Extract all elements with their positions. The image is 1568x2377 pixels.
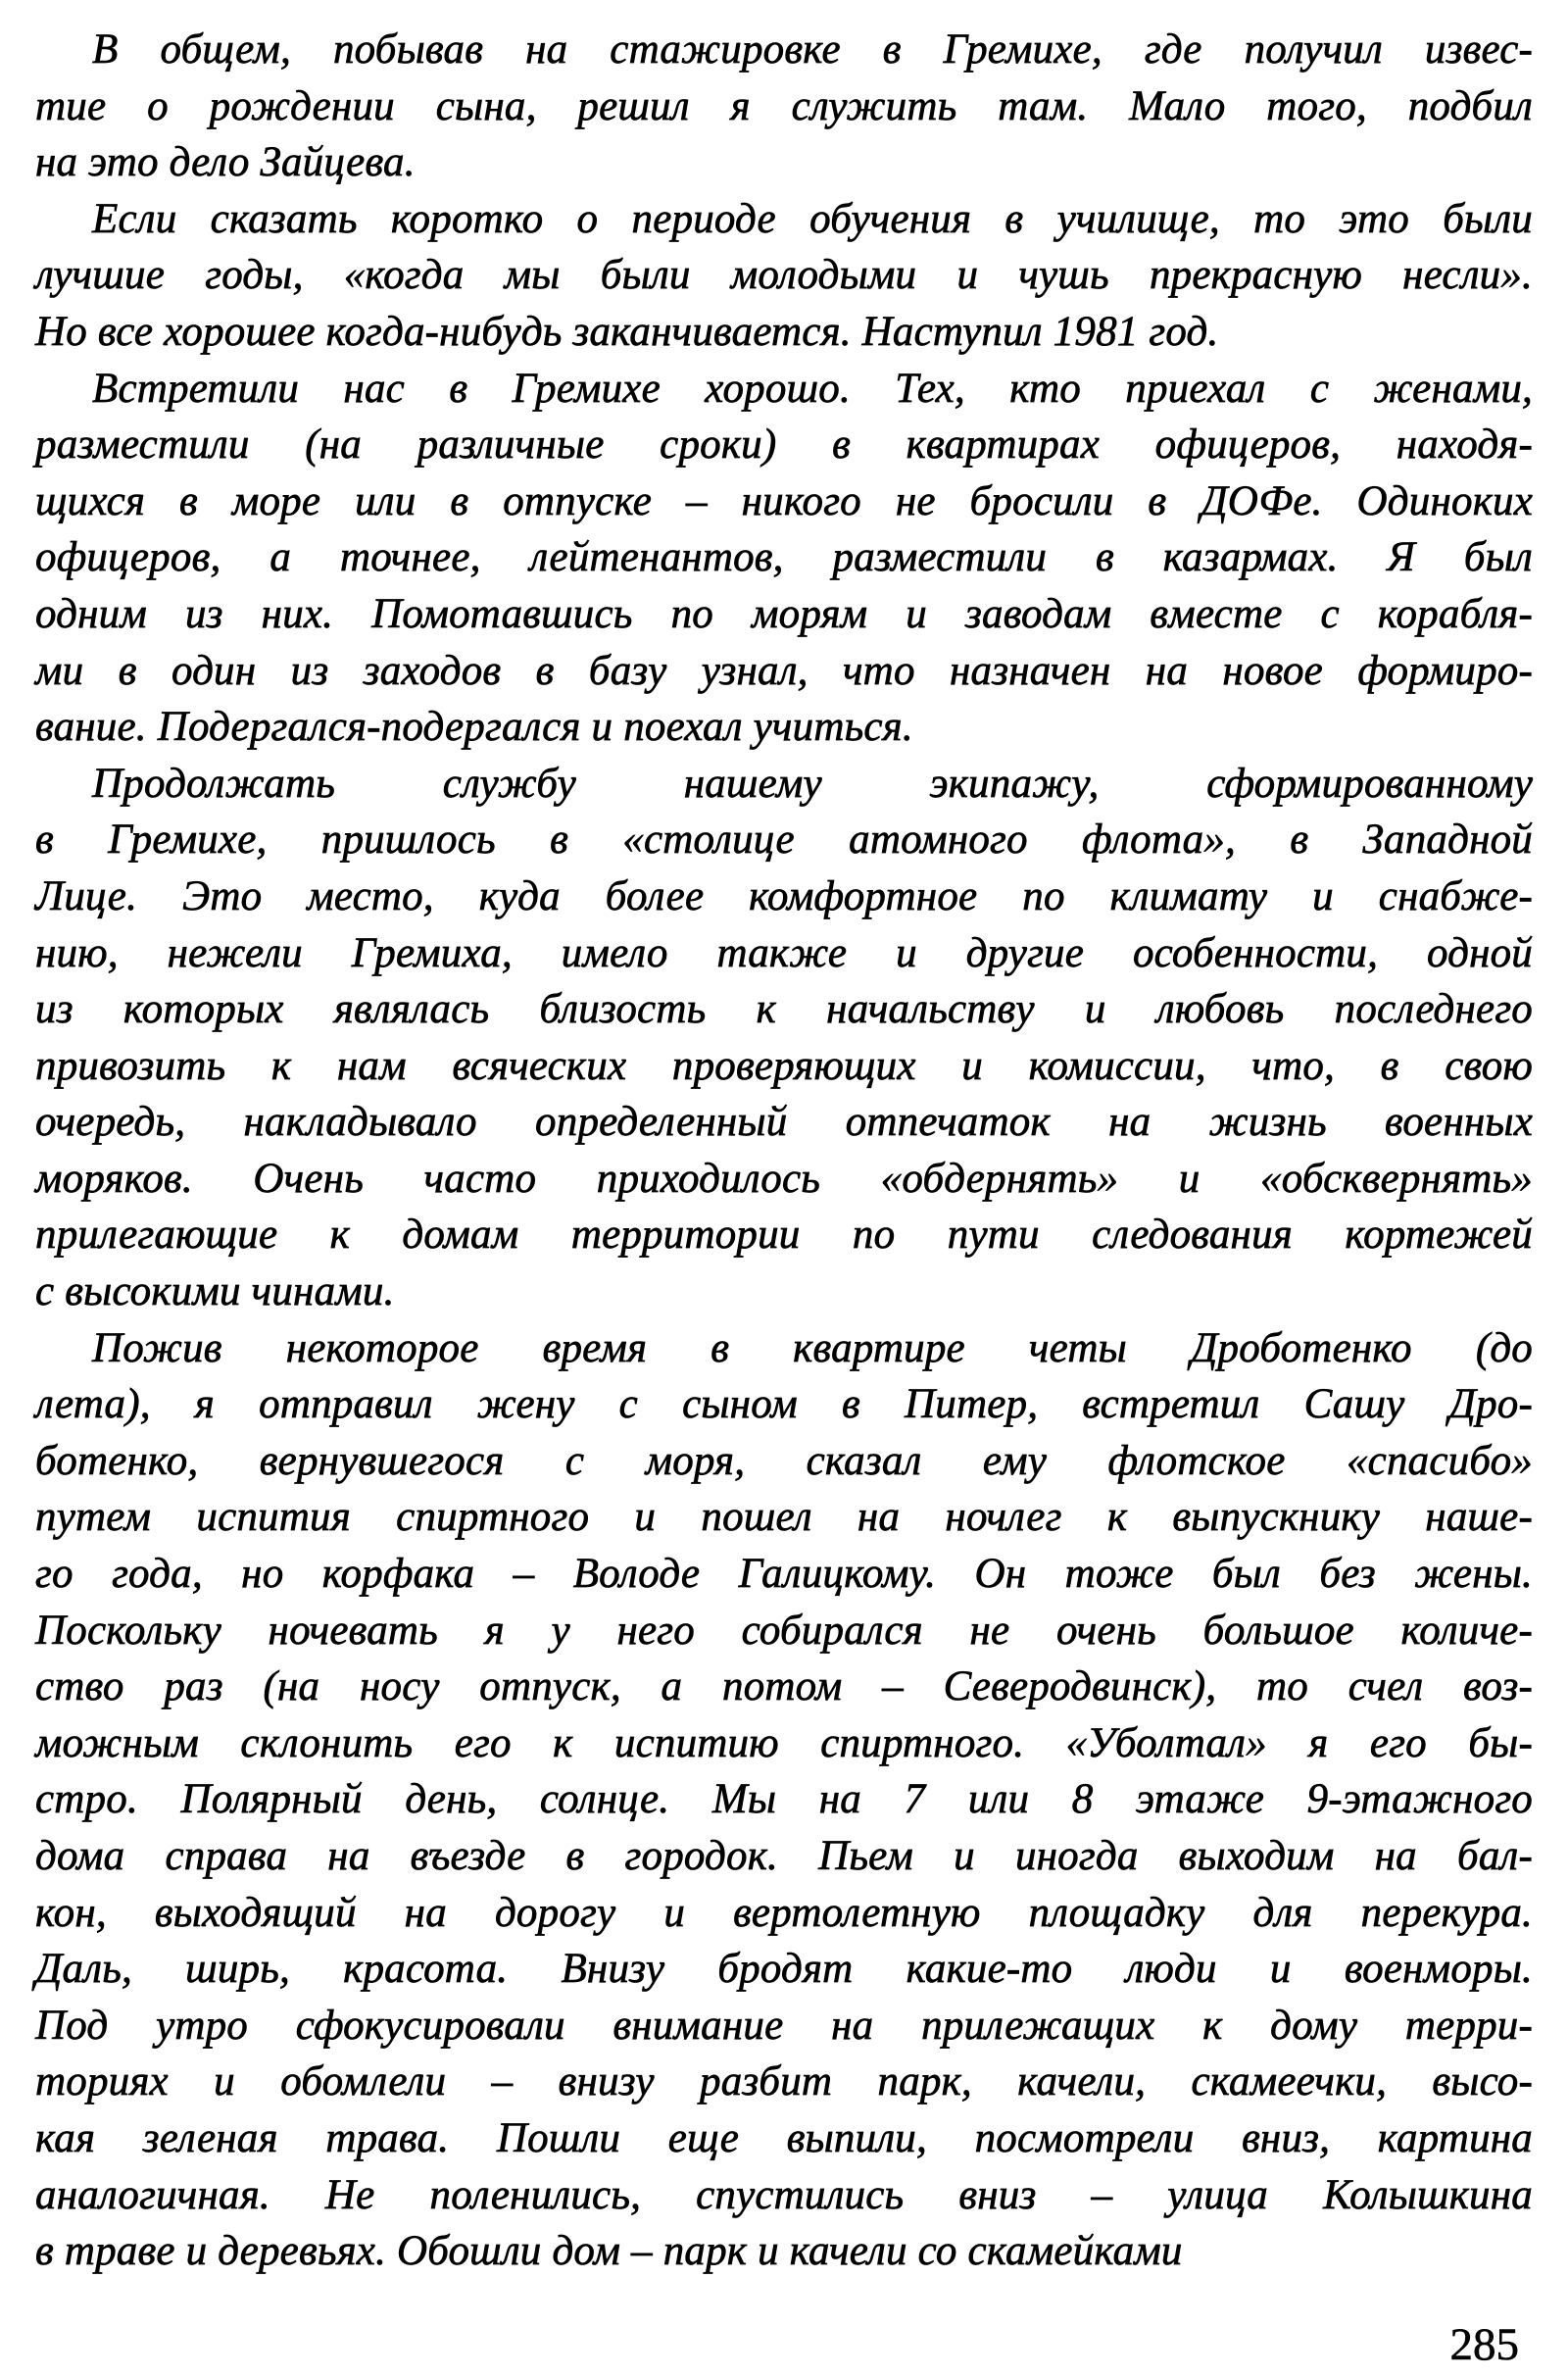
text-line: с высокими чинами.: [35, 1268, 395, 1315]
text-line: Пожив некоторое время в квартире четы Дроботенко (до: [92, 1324, 1533, 1371]
text-line: Даль, ширь, красота. Внизу бродят какие-то люди и военморы.: [35, 1946, 1533, 1993]
text-line: Поскольку ночевать я у него собирался не очень большое количе-: [35, 1607, 1533, 1654]
text-line: можным склонить его к испитию спиртного. «Уболтал» я его бы-: [35, 1719, 1533, 1766]
text-line: моряков. Очень часто приходилось «обдернять» и «обсквернять»: [35, 1155, 1533, 1202]
text-line: дома справа на въезде в городок. Пьем и иногда выходим на бал-: [35, 1833, 1533, 1879]
text-line: вание. Подергался-подергался и поехал учиться.: [35, 704, 913, 751]
text-line: в траве и деревьях. Обошли дом – парк и качели со скамейками: [35, 2228, 1183, 2275]
text-line: привозить к нам всяческих проверяющих и комиссии, что, в свою: [35, 1042, 1533, 1089]
text-line: В общем, побывав на стажировке в Гремихе, где получил извес-: [92, 26, 1533, 73]
text-line: аналогичная. Не поленились, спустились вниз – улица Колышкина: [35, 2171, 1533, 2218]
text-line: очередь, накладывало определенный отпечаток на жизнь военных: [35, 1099, 1533, 1146]
page-number: 285: [1449, 2319, 1519, 2370]
text-line: в Гремихе, пришлось в «столице атомного флота», в Западной: [35, 817, 1533, 864]
text-line: нию, нежели Гремиха, имело также и другие особенности, одной: [35, 929, 1533, 976]
text-line: из которых являлась близость к начальству и любовь последнего: [35, 986, 1533, 1033]
text-line: Если сказать коротко о периоде обучения в училище, то это были: [92, 195, 1533, 242]
text-line: путем испития спиртного и пошел на ночлег к выпускнику наше-: [35, 1494, 1533, 1541]
text-line: кая зеленая трава. Пошли еще выпили, посмотрели вниз, картина: [35, 2114, 1533, 2161]
text-line: Встретили нас в Гремихе хорошо. Тех, кто приехал с женами,: [92, 365, 1533, 412]
text-line: щихся в море или в отпуске – никого не бросили в ДОФе. Одиноких: [35, 477, 1533, 524]
text-line: лучшие годы, «когда мы были молодыми и чушь прекрасную несли».: [35, 252, 1533, 299]
text-line: ство раз (на носу отпуск, а потом – Северодвинск), то счел воз-: [35, 1663, 1533, 1710]
text-line: Продолжать службу нашему экипажу, сформированному: [92, 760, 1533, 807]
text-line: Под утро сфокусировали внимание на прилежащих к дому терри-: [35, 2002, 1533, 2049]
text-line: Лице. Это место, куда более комфортное по климату и снабже-: [35, 872, 1533, 919]
text-line: разместили (на различные сроки) в квартирах офицеров, находя-: [35, 421, 1533, 469]
text-line: на это дело Зайцева.: [35, 139, 416, 186]
text-line: Но все хорошее когда-нибудь заканчивается. Наступил 1981 год.: [35, 308, 1219, 355]
text-line: ми в один из заходов в базу узнал, что назначен на новое формиро-: [35, 647, 1533, 694]
text-line: офицеров, а точнее, лейтенантов, разместили в казармах. Я был: [35, 534, 1533, 581]
text-line: го года, но корфака – Володе Галицкому. Он тоже был без жены.: [35, 1551, 1533, 1598]
text-line: кон, выходящий на дорогу и вертолетную площадку для перекура.: [35, 1889, 1533, 1936]
text-line: одним из них. Помотавшись по морям и заводам вместе с корабля-: [35, 590, 1533, 637]
text-line: ториях и обомлели – внизу разбит парк, качели, скамеечки, высо-: [35, 2058, 1533, 2105]
text-line: ботенко, вернувшегося с моря, сказал ему флотское «спасибо»: [35, 1437, 1533, 1484]
text-line: прилегающие к домам территории по пути следования кортежей: [35, 1212, 1533, 1259]
text-line: тие о рождении сына, решил я служить там. Мало того, подбил: [35, 82, 1533, 129]
text-block: [35, 22, 1533, 2280]
text-line: стро. Полярный день, солнце. Мы на 7 или 8 этаже 9-этажного: [35, 1776, 1533, 1823]
text-line: лета), я отправил жену с сыном в Питер, встретил Сашу Дро-: [35, 1381, 1533, 1428]
